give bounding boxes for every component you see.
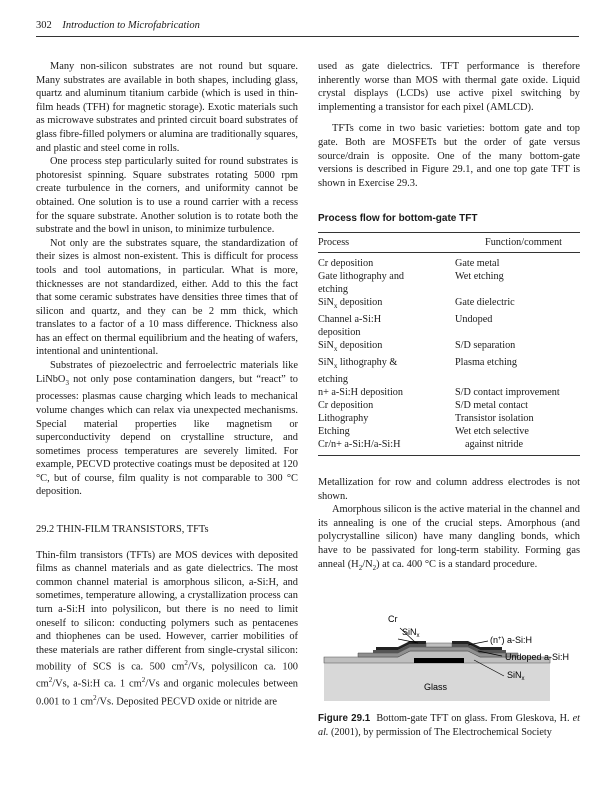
paragraph: Not only are the substrates square, the standardization of their sizes is almost non-existent. This is difficult for process tools and tool automations, in particular. What is more, thicknesses are not standardized, either. Add to this the fact that some ceramic substrates have densities three times that of silicon and quartz, and they can be 2 mm thick, which translates to a factor of a 10 mass difference. Thickness also has an effect on thermal equilibrium and the heating of wafers, intentional and unintentional. xyxy=(36,237,298,358)
process-flow-table xyxy=(318,232,580,456)
table-row xyxy=(318,296,580,313)
function-cell xyxy=(443,373,580,386)
table-row xyxy=(318,313,580,326)
process-cell: etching xyxy=(318,283,348,295)
left-column xyxy=(36,60,298,709)
table-header-process: Process xyxy=(318,232,443,252)
paragraph: Amorphous silicon is the active material in the channel and its annealing is one of the crucial steps. Amorphous (and polycrystalline silicon) have many dangling bonds, which have to be passivated for long-term stability. Forming gas anneal $(H_2/N_2)$ at ca. 400 °C is a standard procedure. xyxy=(318,504,580,572)
process-cell: n+ a-Si:H deposition xyxy=(318,387,403,399)
tft-cross-section-figure xyxy=(318,605,580,705)
sinx-etch-stop xyxy=(426,643,452,647)
function-cell: Wet etching xyxy=(455,270,504,282)
running-title: Introduction to Microfabrication xyxy=(62,20,200,31)
paragraph: Thin-film transistors (TFTs) are MOS devices with deposited films as channel materials and as gate dielectrics. The most common channel material is amorphous silicon, a-Si:H, and sometimes, temperature allowing, a crystallization process can turn a-Si:H into polysilicon, but there is no need to limit oneself to silicon: conducting polymers such as pentacenes and thiophenes can be used. However, carrier mobilities of these materials are rather different from single-crystal silicon: mobility of SCS is ca. 500 $cm^2/Vs$, polysilicon ca. 100 $cm^2/Vs$, a-Si:H ca. 1 $cm^2/Vs$ and organic molecules between 0.001 to 1 $cm^2/Vs$. Deposited PECVD oxide or nitride are xyxy=(36,549,298,708)
function-cell xyxy=(443,283,580,296)
process-cell: Cr deposition xyxy=(318,257,374,269)
label-cr: Cr xyxy=(388,614,398,624)
label-sinx-top: SiN$_x$ xyxy=(402,627,420,639)
process-cell: SiN$_x$ lithography & xyxy=(318,357,398,371)
function-cell xyxy=(443,326,580,339)
label-undoped: Undoped a-Si:H xyxy=(505,652,570,662)
table-row xyxy=(318,386,580,399)
function-cell: Undoped xyxy=(455,313,493,325)
process-cell: Cr/n+ a-Si:H/a-Si:H xyxy=(318,438,443,456)
function-cell: Gate dielectric xyxy=(455,296,515,308)
process-cell: SiN$_x$ deposition xyxy=(318,296,383,310)
paragraph: TFTs come in two basic varieties: bottom gate and top gate. Both are MOSFETs but the order of gate versus source/drain is opposite. One of the many bottom-gate versions is described in Figure 29.1, and one top gate TFT is shown in Exercise 29.3. xyxy=(318,123,580,189)
header-rule xyxy=(36,36,579,37)
function-cell: Wet etch selective xyxy=(455,426,529,438)
process-cell: Cr deposition xyxy=(318,400,374,412)
running-header xyxy=(36,20,579,34)
label-nplus: (n+) a-Si:H xyxy=(490,635,533,645)
right-column xyxy=(318,60,580,575)
function-cell: Plasma etching xyxy=(455,357,517,368)
table-row xyxy=(318,270,580,283)
function-cell: S/D separation xyxy=(455,339,516,351)
table-row xyxy=(318,356,580,373)
table-row xyxy=(318,252,580,270)
process-cell: SiN$_x$ deposition xyxy=(318,339,383,353)
process-cell: Etching xyxy=(318,426,350,438)
section-title: 29.2 THIN-FILM TRANSISTORS, TFTs xyxy=(36,524,209,536)
process-cell: etching xyxy=(318,374,348,386)
table-header-function: Function/comment xyxy=(443,232,580,252)
function-cell: Transistor isolation xyxy=(455,413,534,425)
process-cell: Gate lithography and xyxy=(318,270,405,282)
paragraph: Metallization for row and column address electrodes is not shown. xyxy=(318,477,580,502)
table-row xyxy=(318,438,580,456)
function-cell: S/D contact improvement xyxy=(455,387,560,399)
gate-metal xyxy=(414,658,464,663)
function-cell: against nitride xyxy=(443,438,580,456)
table-row xyxy=(318,339,580,356)
table-row xyxy=(318,326,580,339)
process-cell: deposition xyxy=(318,326,361,338)
table-row xyxy=(318,425,580,438)
figure-caption: Figure 29.1 Bottom-gate TFT on glass. From Gleskova, H. et al. (2001), by permission of The Electrochemical Society xyxy=(318,713,580,738)
table-row xyxy=(318,399,580,412)
table-row xyxy=(318,412,580,425)
table-title: Process flow for bottom-gate TFT xyxy=(318,213,478,225)
process-cell: Channel a-Si:H xyxy=(318,313,382,325)
caption-label: Figure 29.1 xyxy=(318,713,371,724)
process-cell: Lithography xyxy=(318,413,369,425)
paragraph: One process step particularly suited for round substrates is photoresist spinning. Square substrates rotating 5000 rpm create turbulence in the corners, and uniformity cannot be obtained. One solution is to use a round carrier with a recess for the square substrate. Another solution is to rotate both the substrate and the bowl in unison, to minimize turbulence. xyxy=(36,156,298,236)
function-cell: S/D metal contact xyxy=(455,400,528,412)
label-sinx-right: SiN$_x$ xyxy=(507,670,525,682)
label-glass: Glass xyxy=(424,682,448,692)
page-number: 302 xyxy=(36,20,52,31)
paragraph: used as gate dielectrics. TFT performance is therefore inherently worse than MOS with thermal gate oxide. Liquid crystal displays (LCDs) use active pixel switching by implementing a transistor for each pixel (AMLCD). xyxy=(318,61,580,113)
function-cell: Gate metal xyxy=(455,257,500,269)
paragraph: Many non-silicon substrates are not round but square. Many substrates are available in both shapes, including glass, quartz and aluminum titanium carbide (which is used in thin-film heads (TFH) for magnetic storage). Exotic materials such as microwave substrates and printed circuit board substrates of glass fibre-filled polymers or alumina are traditionally squares, and plastic and steel come in rolls. xyxy=(36,61,298,154)
table-row xyxy=(318,373,580,386)
paragraph: Substrates of piezoelectric and ferroelectric materials like LiNbO$_3$ not only pose contamination dangers, but “react” to processes: plasmas cause charging which leads to mechanical volume changes which can relax via unexpected mechanisms. Special material properties like magnetism or superconductivity depend on crystalline structure, and sometimes process temperatures are severely limited. For example, PECVD protective coatings must be deposited at 120 °C, but of course, film quality is not comparable to 300 °C deposition. xyxy=(36,360,298,498)
table-row xyxy=(318,283,580,296)
